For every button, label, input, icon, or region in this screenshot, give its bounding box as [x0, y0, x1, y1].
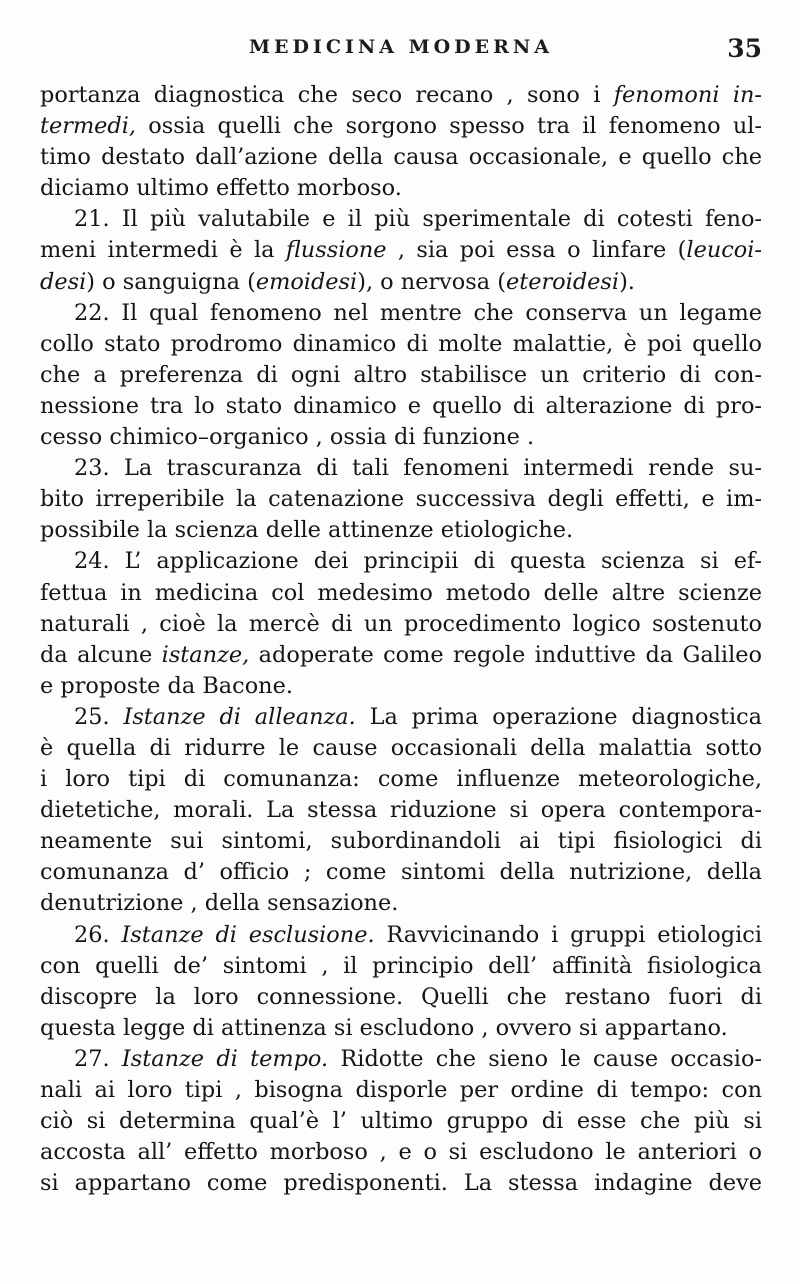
text-segment: adoperate come regole induttive da Galileo — [249, 641, 762, 668]
text-segment: è quella di ridurre le cause occasionali della malattia sotto — [40, 734, 762, 761]
italic-text: leucoi- — [686, 237, 762, 264]
text-line — [40, 484, 762, 515]
text-line — [40, 111, 762, 142]
italic-text: eteroidesi — [505, 268, 620, 295]
italic-text: desi — [40, 268, 87, 295]
text-segment: i loro tipi di comunanza: come influenze meteorologiche, — [40, 766, 762, 793]
text-segment: con quelli de’ sintomi , il principio dell’ affinità fisiologica — [40, 952, 762, 979]
text-segment: denutrizione , della sensazione. — [40, 890, 399, 917]
text-line — [40, 204, 762, 235]
text-segment: La prima operazione diagnostica — [355, 703, 762, 730]
text-segment: cesso chimico–organico , ossia di funzione . — [40, 424, 535, 451]
text-segment: 26. — [74, 921, 122, 948]
text-line — [40, 329, 762, 360]
italic-text: Istanze di esclusione. — [121, 921, 375, 948]
text-segment: collo stato prodromo dinamico di molte malattie, è poi quello — [40, 330, 762, 357]
text-segment: fettua in medicina col medesimo metodo delle altre scienze — [40, 579, 762, 606]
text-line — [40, 80, 762, 111]
text-segment: che a preferenza di ogni altro stabilisce un criterio di con- — [40, 361, 762, 388]
text-segment: si appartano come predisponenti. La stessa indagine deve — [40, 1170, 762, 1197]
running-head — [40, 34, 762, 70]
text-segment: questa legge di attinenza si escludono , ovvero si appartano. — [40, 1014, 728, 1041]
text-segment: comunanza d’ officio ; come sintomi della nutrizione, della — [40, 859, 762, 886]
text-segment: neamente sui sintomi, subordinandoli ai tipi fisiologici di — [40, 828, 762, 855]
text-body — [40, 80, 762, 1199]
italic-text: Istanze di alleanza. — [123, 703, 356, 730]
text-line — [40, 515, 762, 546]
text-line — [40, 640, 762, 671]
text-line — [40, 609, 762, 640]
text-segment: 24. L’ applicazione dei principii di questa scienza si ef- — [74, 548, 762, 575]
italic-text: Istanze di tempo. — [121, 1045, 329, 1072]
text-segment: nali ai loro tipi , bisogna disporle per ordine di tempo: con — [40, 1077, 762, 1103]
italic-text: fenomoni in- — [613, 82, 763, 108]
text-segment: timo destato dall’azione della causa occasionale, e quello che — [40, 144, 762, 171]
text-segment: bito irreperibile la catenazione successiva degli effetti, e im- — [40, 486, 762, 513]
text-line — [40, 1137, 762, 1168]
text-segment: ossia quelli che sorgono spesso tra il fenomeno ul- — [136, 113, 762, 140]
page-number: 35 — [727, 34, 762, 63]
text-segment: , sia poi essa o linfare ( — [386, 237, 687, 264]
text-line — [40, 360, 762, 391]
text-line — [40, 826, 762, 857]
text-segment: 25. — [74, 703, 124, 730]
text-line — [40, 1106, 762, 1137]
text-line — [40, 422, 762, 453]
text-segment: Ridotte che sieno le cause occasio- — [328, 1045, 762, 1072]
text-line — [40, 764, 762, 795]
italic-text: flussione — [285, 237, 387, 264]
text-segment: ). — [619, 268, 635, 295]
text-line — [40, 173, 762, 204]
text-line — [40, 702, 762, 733]
text-line — [40, 671, 762, 702]
text-line — [40, 235, 762, 266]
text-segment: ), o nervosa ( — [357, 268, 506, 295]
text-segment: 22. Il qual fenomeno nel mentre che conserva un legame — [74, 299, 762, 326]
text-line — [40, 1168, 762, 1199]
text-line — [40, 578, 762, 609]
text-line — [40, 920, 762, 951]
text-segment: 21. Il più valutabile e il più sperimentale di cotesti feno- — [74, 206, 762, 233]
text-line — [40, 267, 762, 298]
text-line — [40, 546, 762, 577]
running-title: MEDICINA MODERNA — [248, 36, 554, 58]
text-segment: meni intermedi è la — [40, 237, 286, 264]
text-line — [40, 1044, 762, 1075]
text-segment: ) o sanguigna ( — [86, 268, 256, 295]
text-segment: e proposte da Bacone. — [40, 672, 293, 699]
text-segment: dietetiche, morali. La stessa riduzione si opera contempora- — [40, 797, 762, 824]
text-segment: 23. La trascuranza di tali fenomeni intermedi rende su- — [74, 455, 762, 482]
text-line — [40, 142, 762, 173]
text-line — [40, 857, 762, 888]
italic-text: emoidesi — [255, 268, 358, 295]
text-line — [40, 733, 762, 764]
text-line — [40, 982, 762, 1013]
text-line — [40, 795, 762, 826]
text-segment: ciò si determina qual’è l’ ultimo gruppo di esse che più si — [40, 1108, 762, 1135]
text-line — [40, 1075, 762, 1106]
text-segment: diciamo ultimo effetto morboso. — [40, 175, 402, 202]
text-segment: discopre la loro connessione. Quelli che restano fuori di — [40, 983, 762, 1010]
text-line — [40, 1013, 762, 1044]
text-segment: 27. — [74, 1045, 122, 1072]
text-line — [40, 888, 762, 919]
text-segment: naturali , cioè la mercè di un procedimento logico sostenuto — [40, 610, 762, 637]
text-segment: accosta all’ effetto morboso , e o si escludono le anteriori o — [40, 1139, 762, 1166]
text-segment: possibile la scienza delle attinenze etiologiche. — [40, 517, 574, 544]
text-line — [40, 453, 762, 484]
text-segment: da alcune — [40, 641, 162, 668]
text-segment: portanza diagnostica che seco recano , sono i — [40, 82, 614, 108]
italic-text: termedi, — [40, 113, 137, 140]
text-segment: nessione tra lo stato dinamico e quello di alterazione di pro- — [40, 392, 762, 419]
text-line — [40, 391, 762, 422]
text-segment: Ravvicinando i gruppi etiologici — [374, 921, 762, 948]
text-line — [40, 298, 762, 329]
italic-text: istanze, — [161, 641, 250, 668]
text-line — [40, 951, 762, 982]
